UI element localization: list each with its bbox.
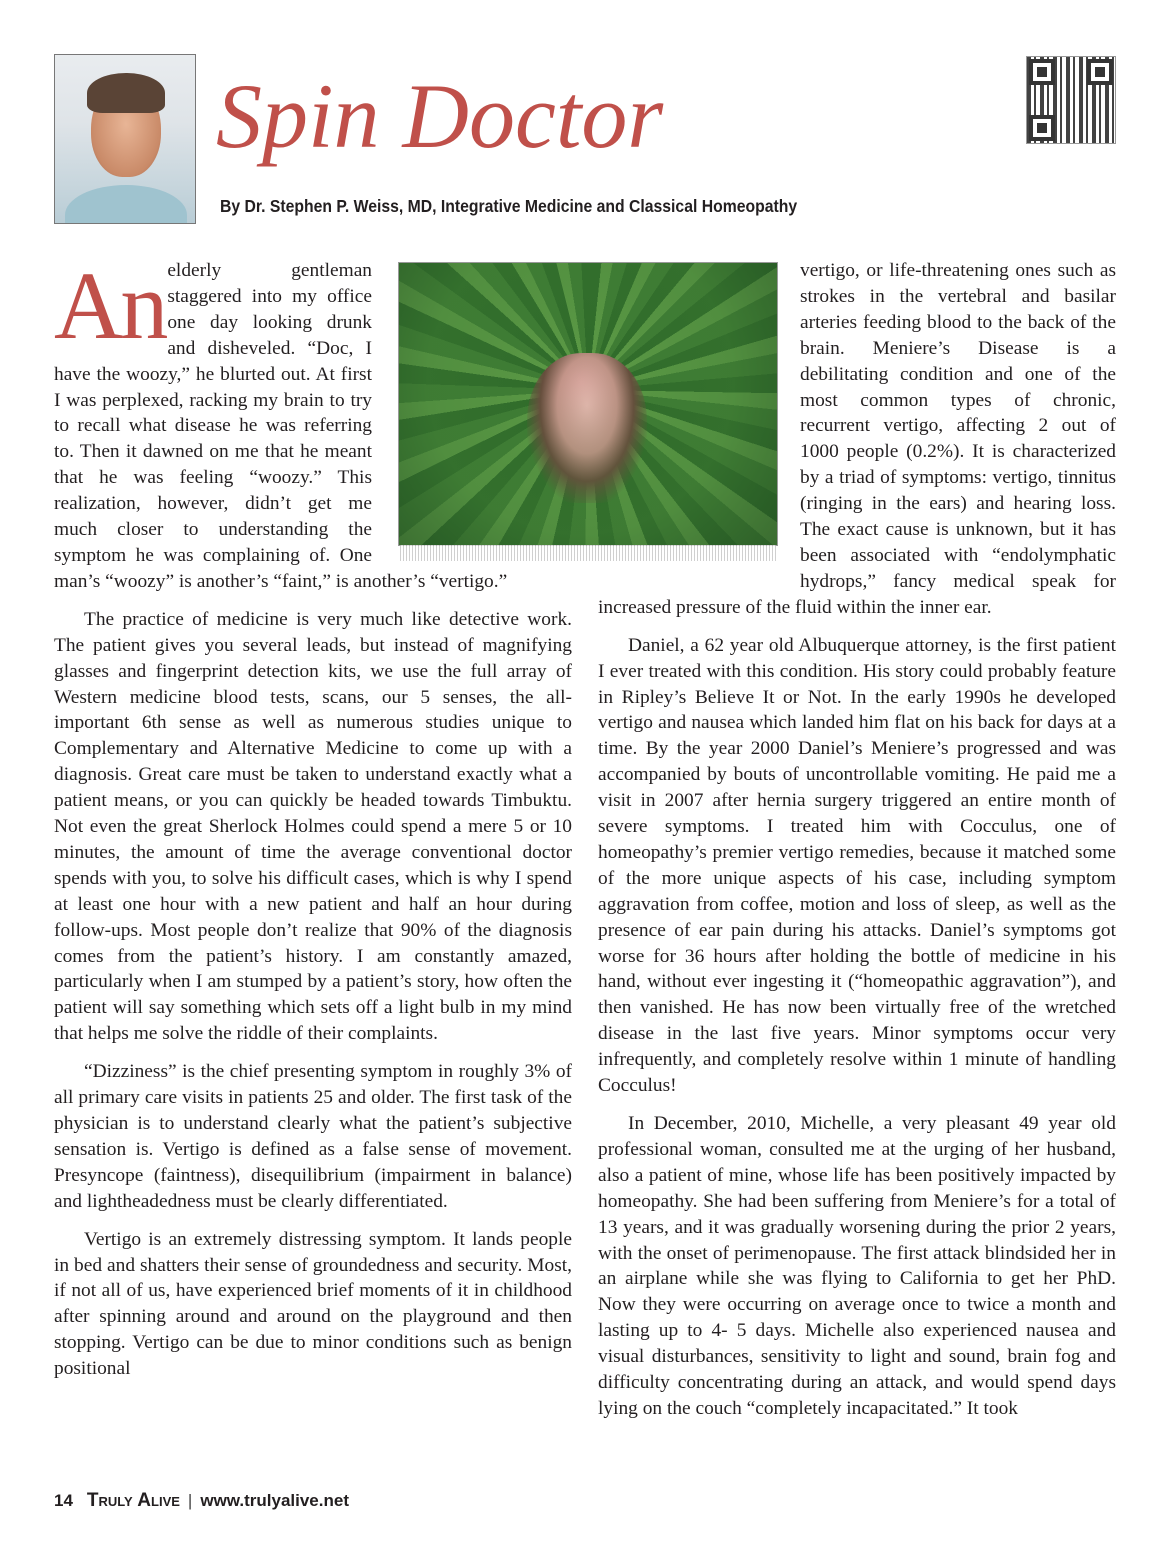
paragraph-text: elderly gentleman staggered into my office one day looking drunk and disheveled. “Doc, I have the woozy,” he blurted out. At first I was perplexed, racking my brain to try to recall what disease he was referring to. Then it dawned on me that he meant that he was feeling “woozy.” This realization, however, didn’t get me much closer to understanding the symptom he was complaining of. One man’s “woozy” is another’s “faint,” is another’s “vertigo.” <box>54 260 508 592</box>
paragraph: In December, 2010, Michelle, a very pleasant 49 year old professional woman, consulted me at the urging of her husband, also a patient of mine, whose life has been positively impacted by homeopathy. She had been suffering from Meniere’s for a total of 13 years, and it was gradually worsening during the prior 2 years, with the onset of perimenopause. The first attack blindsided her in an airplane while she was flying to California to get her PhD. Now they were occurring on average once to twice a month and lasting up to 4- 5 days. Michelle also experienced nausea and visual disturbances, sensitivity to light and sound, brain fog and difficulty concentrating during an attack, and would spend days lying on the couch “completely incapacitated.” It took <box>598 1113 1116 1419</box>
author-hair <box>87 73 165 113</box>
qr-finder <box>1087 59 1113 85</box>
paragraph: Daniel, a 62 year old Albuquerque attorney, is the first patient I ever treated with this condition. His story could probably feature in Ripley’s Believe It or Not. In the early 1990s he developed vertigo and nausea which landed him flat on his back for days at a time. By the year 2000 Daniel’s Meniere’s progressed and was accompanied by bouts of uncontrollable vomiting. He paid me a visit in 2007 after hernia surgery triggered an entire month of severe symptoms. I treated him with Cocculus, one of homeopathy’s premier vertigo remedies, because it matched some of the more unique aspects of his case, including symptom aggravation from coffee, motion and loss of sleep, as well as the presence of ear pain during his attacks. Daniel’s symptoms got worse for 36 hours after holding the bottle of medicine in his hand, without ever ingesting it (“homeopathic aggravation”), and then vanished. He has now been virtually free of the wretched disease in the last five years. Minor symptoms occur very infrequently, and completely resolve within 1 minute of handling Cocculus! <box>598 634 1116 1097</box>
page-number: 14 <box>54 1491 73 1510</box>
qr-finder <box>1029 115 1055 141</box>
paragraph: The practice of medicine is very much like detective work. The patient gives you several leads, but instead of magnifying glasses and fingerprint detection kits, we use the full array of Western medicine blood tests, scans, our 5 senses, the all-important 6th sense as well as numerous studies unique to Complementary and Alternative Medicine to come up with a diagnosis. Great care must be taken to understand exactly what a patient means, or you can quickly be headed towards Timbuktu. Not even the great Sherlock Holmes could spend a mere 5 or 10 minutes, the amount of time the average conventional doctor spends with you, to solve his difficult cases, which is why I spend at least one hour with a new patient and half an hour during follow-ups. Most people don’t realize that 90% of the diagnosis comes from the patient’s history. I am constantly amazed, particularly when I am stumped by a patient’s story, how often the patient will say something which sets off a light bulb in my mind that helps me solve the riddle of their complaints. <box>54 608 572 1045</box>
author-photo <box>54 54 196 224</box>
article-title: Spin Doctor <box>216 65 664 167</box>
paragraph: vertigo, or life-threatening ones such as strokes in the vertebral and basilar arteries feeding blood to the back of the brain. Meniere’s Disease is a debilitating condition and one of the most common types of chronic, recurrent vertigo, affecting 2 out of 1000 people (0.2%). It is characterized by a triad of symptoms: vertigo, tinnitus (ringing in the ears) and hearing loss. The exact cause is unknown, but it has been associated with “endolymphatic hydrops,” fancy medical speak for increased pressure of the fluid within the inner ear. <box>598 260 1116 618</box>
qr-code[interactable] <box>1026 56 1116 144</box>
image-wrap-space <box>372 258 572 568</box>
author-shirt <box>65 185 187 224</box>
website-link[interactable]: www.trulyalive.net <box>200 1491 349 1510</box>
right-column <box>598 258 1116 1434</box>
left-column <box>54 252 572 1394</box>
drop-cap: An <box>54 252 166 359</box>
byline: By Dr. Stephen P. Weiss, MD, Integrative Medicine and Classical Homeopathy <box>220 196 798 216</box>
paragraph: Vertigo is an extremely distressing symptom. It lands people in bed and shatters their sense of groundedness and security. Most, if not all of us, have experienced brief moments of it in childhood after spinning around and around on the playground and then stopping. Vertigo can be due to minor conditions such as benign positional <box>54 1228 572 1380</box>
magazine-name: Truly Alive <box>86 1490 180 1511</box>
image-wrap-space <box>598 258 800 570</box>
footer-separator: | <box>187 1491 193 1510</box>
paragraph: “Dizziness” is the chief presenting symptom in roughly 3% of all primary care visits in patients 25 and older. The first task of the physician is to understand clearly what the patient’s subjective sensation is. Vertigo is defined as a false sense of movement. Presyncope (faintness), disequilibrium (impairment in balance) and lightheadedness must be clearly differentiated. <box>54 1061 572 1212</box>
page-footer <box>54 1490 349 1512</box>
qr-finder <box>1029 59 1055 85</box>
